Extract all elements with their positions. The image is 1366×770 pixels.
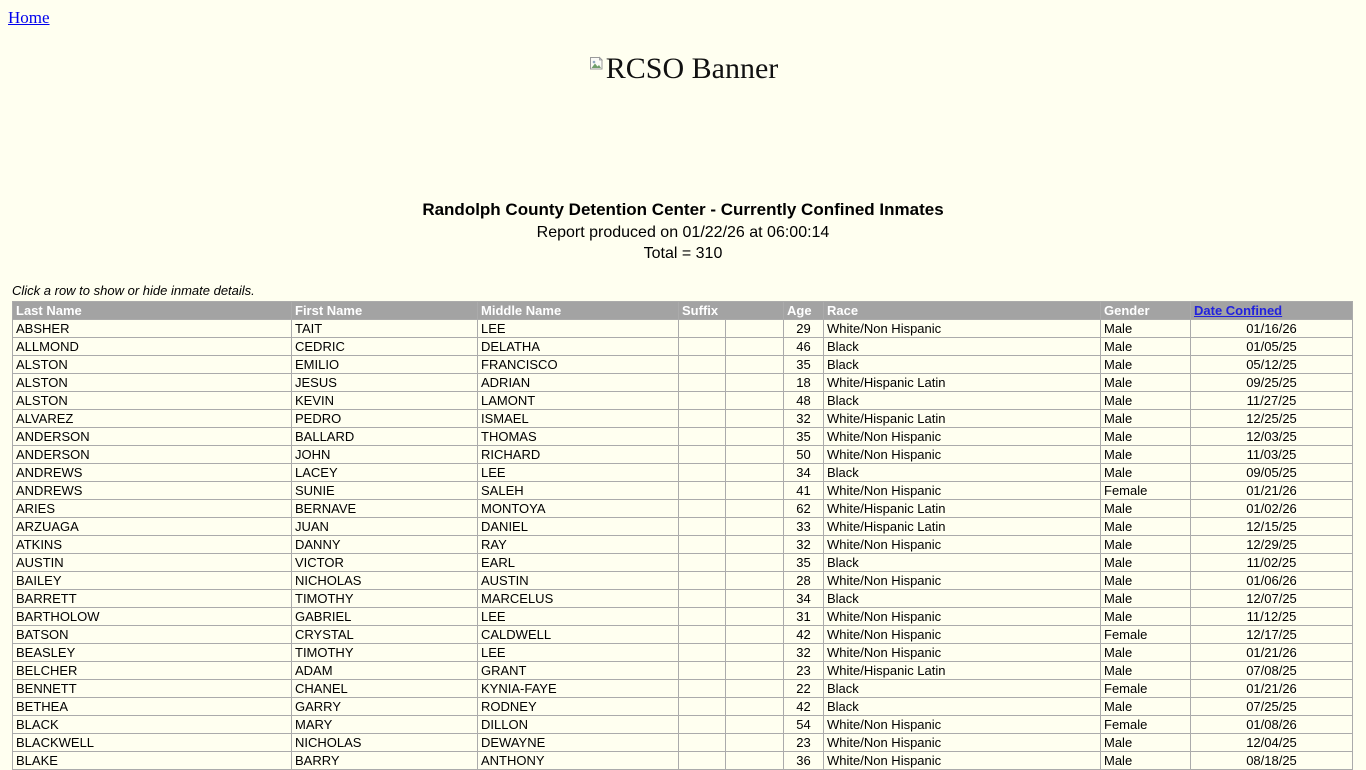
cell-suffix xyxy=(679,428,726,446)
cell-spacer xyxy=(726,374,784,392)
cell-middle-name: THOMAS xyxy=(478,428,679,446)
cell-race: White/Non Hispanic xyxy=(824,626,1101,644)
cell-first-name: JOHN xyxy=(292,446,478,464)
cell-suffix xyxy=(679,518,726,536)
table-row[interactable] xyxy=(13,626,1353,644)
cell-spacer xyxy=(726,410,784,428)
cell-first-name: EMILIO xyxy=(292,356,478,374)
cell-race: White/Non Hispanic xyxy=(824,752,1101,770)
cell-first-name: VICTOR xyxy=(292,554,478,572)
cell-gender: Female xyxy=(1101,482,1191,500)
cell-gender: Male xyxy=(1101,518,1191,536)
cell-last-name: ANDERSON xyxy=(13,428,292,446)
cell-spacer xyxy=(726,680,784,698)
cell-middle-name: AUSTIN xyxy=(478,572,679,590)
cell-last-name: BEASLEY xyxy=(13,644,292,662)
cell-race: White/Non Hispanic xyxy=(824,446,1101,464)
cell-gender: Male xyxy=(1101,392,1191,410)
cell-spacer xyxy=(726,500,784,518)
cell-age: 36 xyxy=(784,752,824,770)
col-header-suffix: Suffix xyxy=(679,302,784,320)
cell-last-name: ANDREWS xyxy=(13,464,292,482)
cell-middle-name: RAY xyxy=(478,536,679,554)
cell-age: 22 xyxy=(784,680,824,698)
report-produced-line: Report produced on 01/22/26 at 06:00:14 xyxy=(536,224,830,241)
cell-date-confined: 12/25/25 xyxy=(1191,410,1353,428)
cell-age: 42 xyxy=(784,698,824,716)
cell-race: White/Hispanic Latin xyxy=(824,410,1101,428)
col-header-last-name: Last Name xyxy=(13,302,292,320)
cell-race: Black xyxy=(824,554,1101,572)
cell-suffix xyxy=(679,698,726,716)
cell-date-confined: 01/02/26 xyxy=(1191,500,1353,518)
cell-middle-name: LEE xyxy=(478,320,679,338)
cell-last-name: ABSHER xyxy=(13,320,292,338)
cell-age: 31 xyxy=(784,608,824,626)
cell-suffix xyxy=(679,608,726,626)
cell-spacer xyxy=(726,428,784,446)
cell-middle-name: FRANCISCO xyxy=(478,356,679,374)
cell-first-name: PEDRO xyxy=(292,410,478,428)
cell-gender: Female xyxy=(1101,716,1191,734)
table-row[interactable] xyxy=(13,446,1353,464)
cell-spacer xyxy=(726,698,784,716)
cell-race: White/Non Hispanic xyxy=(824,572,1101,590)
cell-gender: Male xyxy=(1101,752,1191,770)
cell-spacer xyxy=(726,752,784,770)
table-row[interactable] xyxy=(13,680,1353,698)
cell-first-name: TIMOTHY xyxy=(292,644,478,662)
cell-date-confined: 09/25/25 xyxy=(1191,374,1353,392)
cell-first-name: LACEY xyxy=(292,464,478,482)
cell-suffix xyxy=(679,734,726,752)
cell-date-confined: 01/06/26 xyxy=(1191,572,1353,590)
cell-age: 42 xyxy=(784,626,824,644)
cell-last-name: BETHEA xyxy=(13,698,292,716)
cell-last-name: ARZUAGA xyxy=(13,518,292,536)
cell-age: 23 xyxy=(784,662,824,680)
cell-first-name: NICHOLAS xyxy=(292,572,478,590)
cell-suffix xyxy=(679,338,726,356)
table-row[interactable] xyxy=(13,482,1353,500)
cell-age: 50 xyxy=(784,446,824,464)
cell-first-name: GABRIEL xyxy=(292,608,478,626)
cell-last-name: ANDREWS xyxy=(13,482,292,500)
cell-spacer xyxy=(726,572,784,590)
table-row[interactable] xyxy=(13,698,1353,716)
cell-last-name: BAILEY xyxy=(13,572,292,590)
cell-first-name: JUAN xyxy=(292,518,478,536)
table-row[interactable] xyxy=(13,536,1353,554)
cell-last-name: BENNETT xyxy=(13,680,292,698)
cell-middle-name: GRANT xyxy=(478,662,679,680)
table-row[interactable] xyxy=(13,374,1353,392)
cell-age: 18 xyxy=(784,374,824,392)
col-header-age: Age xyxy=(784,302,824,320)
cell-race: Black xyxy=(824,338,1101,356)
cell-suffix xyxy=(679,446,726,464)
cell-race: White/Non Hispanic xyxy=(824,716,1101,734)
table-row[interactable] xyxy=(13,716,1353,734)
cell-last-name: ATKINS xyxy=(13,536,292,554)
cell-last-name: BARTHOLOW xyxy=(13,608,292,626)
cell-first-name: CEDRIC xyxy=(292,338,478,356)
cell-spacer xyxy=(726,320,784,338)
cell-first-name: BALLARD xyxy=(292,428,478,446)
cell-last-name: BLACK xyxy=(13,716,292,734)
cell-middle-name: MARCELUS xyxy=(478,590,679,608)
cell-age: 29 xyxy=(784,320,824,338)
cell-race: White/Non Hispanic xyxy=(824,482,1101,500)
top-nav xyxy=(8,8,1358,28)
cell-first-name: KEVIN xyxy=(292,392,478,410)
cell-middle-name: LEE xyxy=(478,608,679,626)
cell-race: White/Non Hispanic xyxy=(824,320,1101,338)
cell-gender: Male xyxy=(1101,464,1191,482)
cell-date-confined: 01/16/26 xyxy=(1191,320,1353,338)
cell-race: White/Hispanic Latin xyxy=(824,500,1101,518)
cell-suffix xyxy=(679,554,726,572)
cell-suffix xyxy=(679,500,726,518)
cell-age: 28 xyxy=(784,572,824,590)
table-row[interactable] xyxy=(13,734,1353,752)
cell-date-confined: 07/08/25 xyxy=(1191,662,1353,680)
cell-date-confined: 11/02/25 xyxy=(1191,554,1353,572)
cell-date-confined: 01/05/25 xyxy=(1191,338,1353,356)
cell-middle-name: DELATHA xyxy=(478,338,679,356)
cell-middle-name: DEWAYNE xyxy=(478,734,679,752)
cell-age: 54 xyxy=(784,716,824,734)
table-row[interactable] xyxy=(13,590,1353,608)
cell-last-name: BLACKWELL xyxy=(13,734,292,752)
cell-suffix xyxy=(679,410,726,428)
cell-race: White/Non Hispanic xyxy=(824,536,1101,554)
cell-middle-name: ANTHONY xyxy=(478,752,679,770)
cell-last-name: ALSTON xyxy=(13,356,292,374)
cell-age: 34 xyxy=(784,464,824,482)
cell-age: 35 xyxy=(784,428,824,446)
cell-race: White/Hispanic Latin xyxy=(824,662,1101,680)
cell-gender: Male xyxy=(1101,590,1191,608)
cell-spacer xyxy=(726,716,784,734)
cell-race: Black xyxy=(824,392,1101,410)
cell-first-name: DANNY xyxy=(292,536,478,554)
cell-last-name: BATSON xyxy=(13,626,292,644)
cell-date-confined: 12/29/25 xyxy=(1191,536,1353,554)
cell-date-confined: 12/04/25 xyxy=(1191,734,1353,752)
cell-suffix xyxy=(679,644,726,662)
cell-age: 35 xyxy=(784,554,824,572)
row-click-instruction: Click a row to show or hide inmate details. xyxy=(12,283,255,298)
cell-last-name: ALSTON xyxy=(13,374,292,392)
cell-first-name: ADAM xyxy=(292,662,478,680)
cell-date-confined: 12/07/25 xyxy=(1191,590,1353,608)
cell-middle-name: KYNIA-FAYE xyxy=(478,680,679,698)
cell-middle-name: CALDWELL xyxy=(478,626,679,644)
cell-suffix xyxy=(679,356,726,374)
table-row[interactable] xyxy=(13,752,1353,770)
table-row[interactable] xyxy=(13,410,1353,428)
cell-last-name: ARIES xyxy=(13,500,292,518)
cell-first-name: MARY xyxy=(292,716,478,734)
cell-first-name: BERNAVE xyxy=(292,500,478,518)
cell-gender: Female xyxy=(1101,680,1191,698)
banner xyxy=(8,52,1358,94)
cell-middle-name: DANIEL xyxy=(478,518,679,536)
cell-spacer xyxy=(726,536,784,554)
cell-middle-name: ISMAEL xyxy=(478,410,679,428)
cell-race: Black xyxy=(824,698,1101,716)
table-row[interactable] xyxy=(13,338,1353,356)
col-header-middle-name: Middle Name xyxy=(478,302,679,320)
cell-last-name: BARRETT xyxy=(13,590,292,608)
cell-date-confined: 08/18/25 xyxy=(1191,752,1353,770)
table-row[interactable] xyxy=(13,428,1353,446)
cell-first-name: CHANEL xyxy=(292,680,478,698)
cell-suffix xyxy=(679,536,726,554)
cell-last-name: ALVAREZ xyxy=(13,410,292,428)
cell-spacer xyxy=(726,644,784,662)
table-row[interactable] xyxy=(13,320,1353,338)
cell-gender: Male xyxy=(1101,446,1191,464)
cell-date-confined: 12/17/25 xyxy=(1191,626,1353,644)
cell-gender: Male xyxy=(1101,698,1191,716)
table-row[interactable] xyxy=(13,572,1353,590)
cell-middle-name: RODNEY xyxy=(478,698,679,716)
table-row[interactable] xyxy=(13,644,1353,662)
cell-gender: Male xyxy=(1101,374,1191,392)
cell-last-name: ALSTON xyxy=(13,392,292,410)
table-row[interactable] xyxy=(13,500,1353,518)
cell-gender: Male xyxy=(1101,338,1191,356)
table-row[interactable] xyxy=(13,518,1353,536)
cell-race: White/Non Hispanic xyxy=(824,734,1101,752)
table-header-row xyxy=(13,302,1353,320)
cell-last-name: ALLMOND xyxy=(13,338,292,356)
cell-age: 23 xyxy=(784,734,824,752)
cell-first-name: NICHOLAS xyxy=(292,734,478,752)
cell-spacer xyxy=(726,338,784,356)
cell-race: Black xyxy=(824,356,1101,374)
cell-middle-name: MONTOYA xyxy=(478,500,679,518)
cell-race: White/Non Hispanic xyxy=(824,428,1101,446)
cell-last-name: BELCHER xyxy=(13,662,292,680)
cell-gender: Male xyxy=(1101,644,1191,662)
broken-image-icon xyxy=(588,55,605,77)
cell-date-confined: 01/08/26 xyxy=(1191,716,1353,734)
cell-age: 33 xyxy=(784,518,824,536)
cell-gender: Male xyxy=(1101,500,1191,518)
table-row[interactable] xyxy=(13,554,1353,572)
col-header-date-confined xyxy=(1191,302,1353,320)
cell-spacer xyxy=(726,464,784,482)
cell-spacer xyxy=(726,356,784,374)
cell-suffix xyxy=(679,680,726,698)
total-count-line: Total = 310 xyxy=(643,245,723,262)
cell-spacer xyxy=(726,518,784,536)
cell-date-confined: 11/12/25 xyxy=(1191,608,1353,626)
cell-date-confined: 01/21/26 xyxy=(1191,644,1353,662)
cell-suffix xyxy=(679,626,726,644)
cell-suffix xyxy=(679,662,726,680)
report-header xyxy=(8,200,1358,263)
cell-last-name: BLAKE xyxy=(13,752,292,770)
cell-spacer xyxy=(726,446,784,464)
cell-middle-name: SALEH xyxy=(478,482,679,500)
cell-suffix xyxy=(679,482,726,500)
cell-gender: Male xyxy=(1101,572,1191,590)
cell-last-name: ANDERSON xyxy=(13,446,292,464)
cell-date-confined: 12/03/25 xyxy=(1191,428,1353,446)
cell-suffix xyxy=(679,464,726,482)
cell-age: 62 xyxy=(784,500,824,518)
cell-middle-name: EARL xyxy=(478,554,679,572)
cell-suffix xyxy=(679,752,726,770)
cell-age: 32 xyxy=(784,410,824,428)
cell-gender: Male xyxy=(1101,536,1191,554)
cell-date-confined: 12/15/25 xyxy=(1191,518,1353,536)
cell-spacer xyxy=(726,554,784,572)
cell-gender: Male xyxy=(1101,356,1191,374)
table-row[interactable] xyxy=(13,464,1353,482)
cell-middle-name: LEE xyxy=(478,644,679,662)
cell-suffix xyxy=(679,572,726,590)
inmate-table xyxy=(12,301,1353,770)
cell-date-confined: 05/12/25 xyxy=(1191,356,1353,374)
cell-race: White/Non Hispanic xyxy=(824,608,1101,626)
cell-spacer xyxy=(726,392,784,410)
table-row[interactable] xyxy=(13,608,1353,626)
cell-suffix xyxy=(679,590,726,608)
cell-date-confined: 11/03/25 xyxy=(1191,446,1353,464)
cell-date-confined: 11/27/25 xyxy=(1191,392,1353,410)
cell-middle-name: LEE xyxy=(478,464,679,482)
cell-date-confined: 01/21/26 xyxy=(1191,680,1353,698)
cell-first-name: BARRY xyxy=(292,752,478,770)
cell-race: Black xyxy=(824,464,1101,482)
cell-gender: Male xyxy=(1101,608,1191,626)
cell-middle-name: DILLON xyxy=(478,716,679,734)
inmate-table-body xyxy=(13,320,1353,770)
table-row[interactable] xyxy=(13,662,1353,680)
cell-date-confined: 09/05/25 xyxy=(1191,464,1353,482)
cell-gender: Male xyxy=(1101,734,1191,752)
cell-first-name: CRYSTAL xyxy=(292,626,478,644)
cell-middle-name: RICHARD xyxy=(478,446,679,464)
cell-spacer xyxy=(726,734,784,752)
cell-age: 35 xyxy=(784,356,824,374)
cell-first-name: TAIT xyxy=(292,320,478,338)
cell-gender: Male xyxy=(1101,662,1191,680)
table-row[interactable] xyxy=(13,392,1353,410)
cell-gender: Male xyxy=(1101,428,1191,446)
cell-last-name: AUSTIN xyxy=(13,554,292,572)
cell-date-confined: 07/25/25 xyxy=(1191,698,1353,716)
table-row[interactable] xyxy=(13,356,1353,374)
banner-alt-text: RCSO Banner xyxy=(605,52,779,85)
cell-first-name: SUNIE xyxy=(292,482,478,500)
cell-race: Black xyxy=(824,680,1101,698)
cell-race: White/Hispanic Latin xyxy=(824,518,1101,536)
cell-age: 41 xyxy=(784,482,824,500)
home-link[interactable]: Home xyxy=(8,8,50,27)
cell-age: 32 xyxy=(784,644,824,662)
cell-suffix xyxy=(679,374,726,392)
cell-age: 48 xyxy=(784,392,824,410)
page-title: Randolph County Detention Center - Currently Confined Inmates xyxy=(422,200,944,219)
col-header-race: Race xyxy=(824,302,1101,320)
cell-gender: Male xyxy=(1101,410,1191,428)
cell-race: White/Hispanic Latin xyxy=(824,374,1101,392)
cell-spacer xyxy=(726,626,784,644)
cell-first-name: TIMOTHY xyxy=(292,590,478,608)
col-header-gender: Gender xyxy=(1101,302,1191,320)
cell-suffix xyxy=(679,716,726,734)
cell-spacer xyxy=(726,482,784,500)
cell-middle-name: LAMONT xyxy=(478,392,679,410)
cell-first-name: GARRY xyxy=(292,698,478,716)
cell-race: Black xyxy=(824,590,1101,608)
cell-gender: Male xyxy=(1101,320,1191,338)
cell-gender: Female xyxy=(1101,626,1191,644)
cell-suffix xyxy=(679,392,726,410)
cell-age: 32 xyxy=(784,536,824,554)
cell-spacer xyxy=(726,608,784,626)
cell-spacer xyxy=(726,662,784,680)
cell-race: White/Non Hispanic xyxy=(824,644,1101,662)
cell-age: 46 xyxy=(784,338,824,356)
cell-age: 34 xyxy=(784,590,824,608)
cell-first-name: JESUS xyxy=(292,374,478,392)
cell-date-confined: 01/21/26 xyxy=(1191,482,1353,500)
cell-spacer xyxy=(726,590,784,608)
cell-suffix xyxy=(679,320,726,338)
cell-middle-name: ADRIAN xyxy=(478,374,679,392)
cell-gender: Male xyxy=(1101,554,1191,572)
col-header-first-name: First Name xyxy=(292,302,478,320)
date-confined-sort-link[interactable]: Date Confined xyxy=(1194,303,1283,318)
